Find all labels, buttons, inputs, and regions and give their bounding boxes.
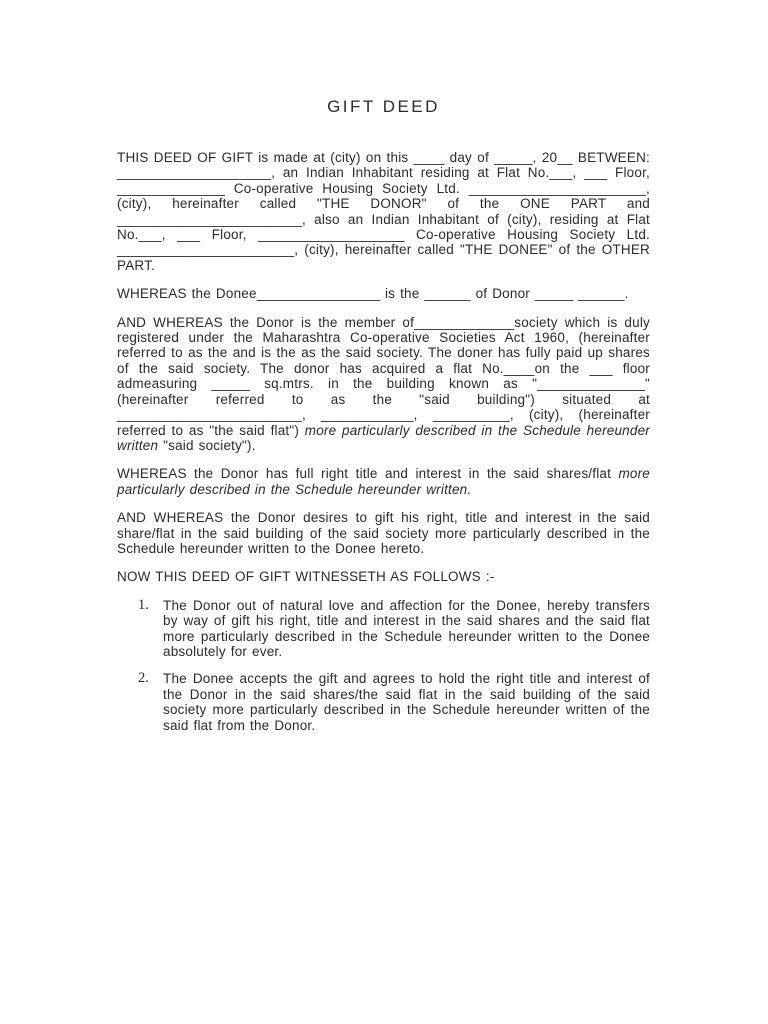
clauses-list bbox=[117, 598, 650, 733]
clause-item-2 bbox=[117, 671, 650, 733]
document-title: GIFT DEED bbox=[327, 97, 440, 116]
paragraph-witnesseth bbox=[117, 569, 650, 584]
clause-1-number: 1. bbox=[138, 596, 149, 613]
paragraph-whereas-full-right bbox=[117, 466, 650, 497]
paragraph-whereas-donee bbox=[117, 286, 650, 301]
schedule-phrase-italic-2: more particularly described in the Schedule hereunder written. bbox=[117, 466, 650, 497]
paragraph-whereas-member bbox=[117, 315, 650, 454]
paragraph-opening-text: THIS DEED OF GIFT is made at (city) on this ____ day of _____, 20__ BETWEEN: ____________________, an Indian Inhabitant residing at Flat No.___, ___ Floor, ______________ Co-operative Housing Society Ltd. _______________________, (city), hereinafter called "THE DONOR" of the ONE PART and ________________________, also an Indian Inhabitant of (city), residing at Flat No.___, ___ Floor, ___________________ Co-operative Housing Society Ltd. _______________________, (city), hereinafter called "THE DONEE" of the OTHER PART. bbox=[117, 150, 650, 273]
paragraph-whereas-desires-text: AND WHEREAS the Donor desires to gift his right, title and interest in the said share/flat in the said building of the said society more particularly described in the Schedule hereunder written to the Donee hereto. bbox=[117, 510, 650, 556]
paragraph-whereas-donee-text: WHEREAS the Donee________________ is the ______ of Donor _____ ______. bbox=[117, 286, 629, 302]
paragraph-opening bbox=[117, 150, 650, 273]
paragraph-whereas-member-text: AND WHEREAS the Donor is the member of_____________society which is duly registered under the Maharashtra Co-operative Societies Act 1960, (hereinafter referred to as the and is the as the said society. The doner has fully paid up shares of the said society. The donor has acquired a flat No.____on the ___ floor admeasuring _____ sq.mtrs. in the building known as "______________" (hereinafter referred to as the "said building") situated at ________________________, ____________, __________, (city), (hereinafter referred to as "the said flat") bbox=[117, 314, 650, 438]
document-content bbox=[117, 97, 650, 745]
paragraph-witnesseth-text: NOW THIS DEED OF GIFT WITNESSETH AS FOLLOWS :- bbox=[117, 569, 495, 585]
clause-1-text: The Donor out of natural love and affection for the Donee, hereby transfers by way of gift his right, title and interest in the said shares and the said flat more particularly described in the Schedule hereunder written to the Donee absolutely for ever. bbox=[163, 597, 650, 659]
paragraph-whereas-member-tail: "said society"). bbox=[158, 437, 256, 453]
clause-item-1 bbox=[117, 598, 650, 660]
paragraph-whereas-full-right-text: WHEREAS the Donor has full right title and interest in the said shares/flat bbox=[117, 466, 619, 482]
schedule-phrase-italic: more particularly described in the Schedule hereunder written bbox=[117, 422, 650, 453]
clause-2-text: The Donee accepts the gift and agrees to hold the right title and interest of the Donor in the said shares/the said flat in the said building of the said society more particularly described in the Schedule hereunder written of the said flat from the Donor. bbox=[163, 671, 650, 733]
clause-2-number: 2. bbox=[138, 670, 149, 687]
paragraph-whereas-desires bbox=[117, 510, 650, 556]
